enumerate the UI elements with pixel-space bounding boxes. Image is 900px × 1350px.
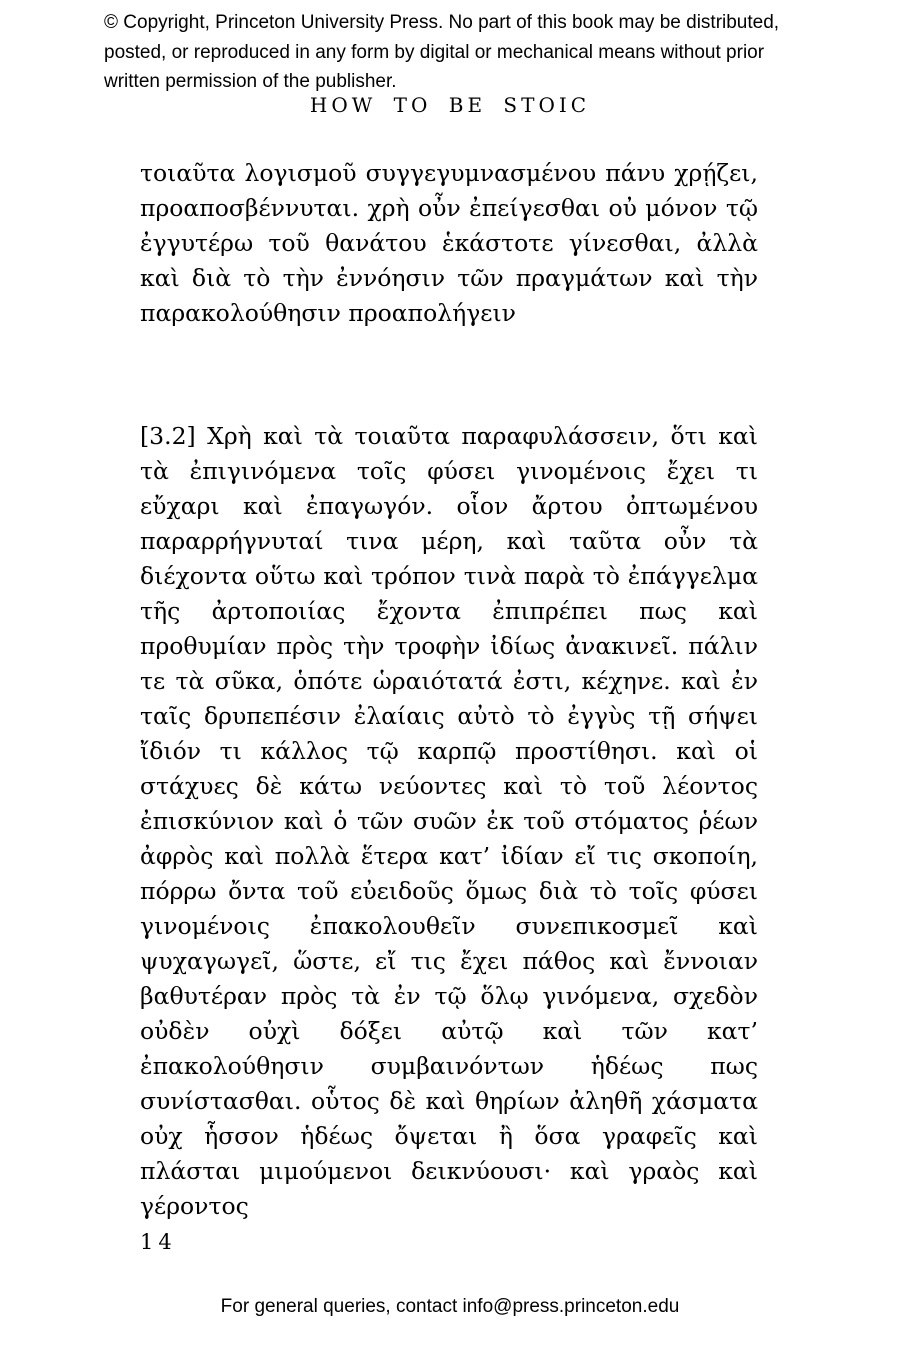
greek-text-block — [140, 156, 758, 1224]
running-head-title: HOW TO BE STOIC — [309, 93, 591, 117]
footer-contact-line: For general queries, contact info@press.princeton.edu — [220, 1296, 680, 1317]
greek-paragraph-1: τοιαῦτα λογισμοῦ συγγεγυμνασμένου πάνυ χρῄζει, προαποσβέννυται. χρὴ οὖν ἐπείγεσθαι οὐ μόνον τῷ ἐγγυτέρω τοῦ θανάτου ἑκάστοτε γίνεσθαι, ἀλλὰ καὶ διὰ τὸ τὴν ἐννόησιν τῶν πραγμάτων καὶ τὴν παρακολούθησιν προαπολήγειν — [140, 159, 758, 327]
page-number: 14 — [140, 1230, 177, 1254]
greek-paragraph-2: [3.2] Χρὴ καὶ τὰ τοιαῦτα παραφυλάσσειν, ὅτι καὶ τὰ ἐπιγινόμενα τοῖς φύσει γινομένοις ἔχει τι εὔχαρι καὶ ἐπαγωγόν. οἷον ἄρτου ὀπτωμένου παραρρήγνυταί τινα μέρη, καὶ ταῦτα οὖν τὰ διέχοντα οὕτω καὶ τρόπον τινὰ παρὰ τὸ ἐπάγγελμα τῆς ἀρτοποιίας ἔχοντα ἐπιπρέπει πως καὶ προθυμίαν πρὸς τὴν τροφὴν ἰδίως ἀνακινεῖ. πάλιν τε τὰ σῦκα, ὁπότε ὡραιότατά ἐστι, κέχηνε. καὶ ἐν ταῖς δρυπεπέσιν ἐλαίαις αὐτὸ τὸ ἐγγὺς τῇ σήψει ἴδιόν τι κάλλος τῷ καρπῷ προστίθησι. καὶ οἱ στάχυες δὲ κάτω νεύοντες καὶ τὸ τοῦ λέοντος ἐπισκύνιον καὶ ὁ τῶν συῶν ἐκ τοῦ στόματος ῥέων ἀφρὸς καὶ πολλὰ ἕτερα κατ’ ἰδίαν εἴ τις σκοποίη, πόρρω ὄντα τοῦ εὐειδοῦς ὅμως διὰ τὸ τοῖς φύσει γινομένοις ἐπακολουθεῖν συνεπικοσμεῖ καὶ ψυχαγωγεῖ, ὥστε, εἴ τις ἔχει πάθος καὶ ἔννοιαν βαθυτέραν πρὸς τὰ ἐν τῷ ὅλῳ γινόμενα, σχεδὸν οὐδὲν οὐχὶ δόξει αὐτῷ καὶ τῶν κατ’ ἐπακολούθησιν συμβαινόντων ἡδέως πως συνίστασθαι. οὗτος δὲ καὶ θηρίων ἀληθῆ χάσματα οὐχ ἧσσον ἡδέως ὄψεται ἢ ὅσα γραφεῖς καὶ πλάσται μιμούμενοι δεικνύουσι· καὶ γραὸς καὶ γέροντος — [140, 422, 758, 1220]
copyright-notice: © Copyright, Princeton University Press. No part of this book may be distributed, posted, or reproduced in any form by digital or mechanical means without prior written permission of the publisher. — [104, 12, 780, 92]
